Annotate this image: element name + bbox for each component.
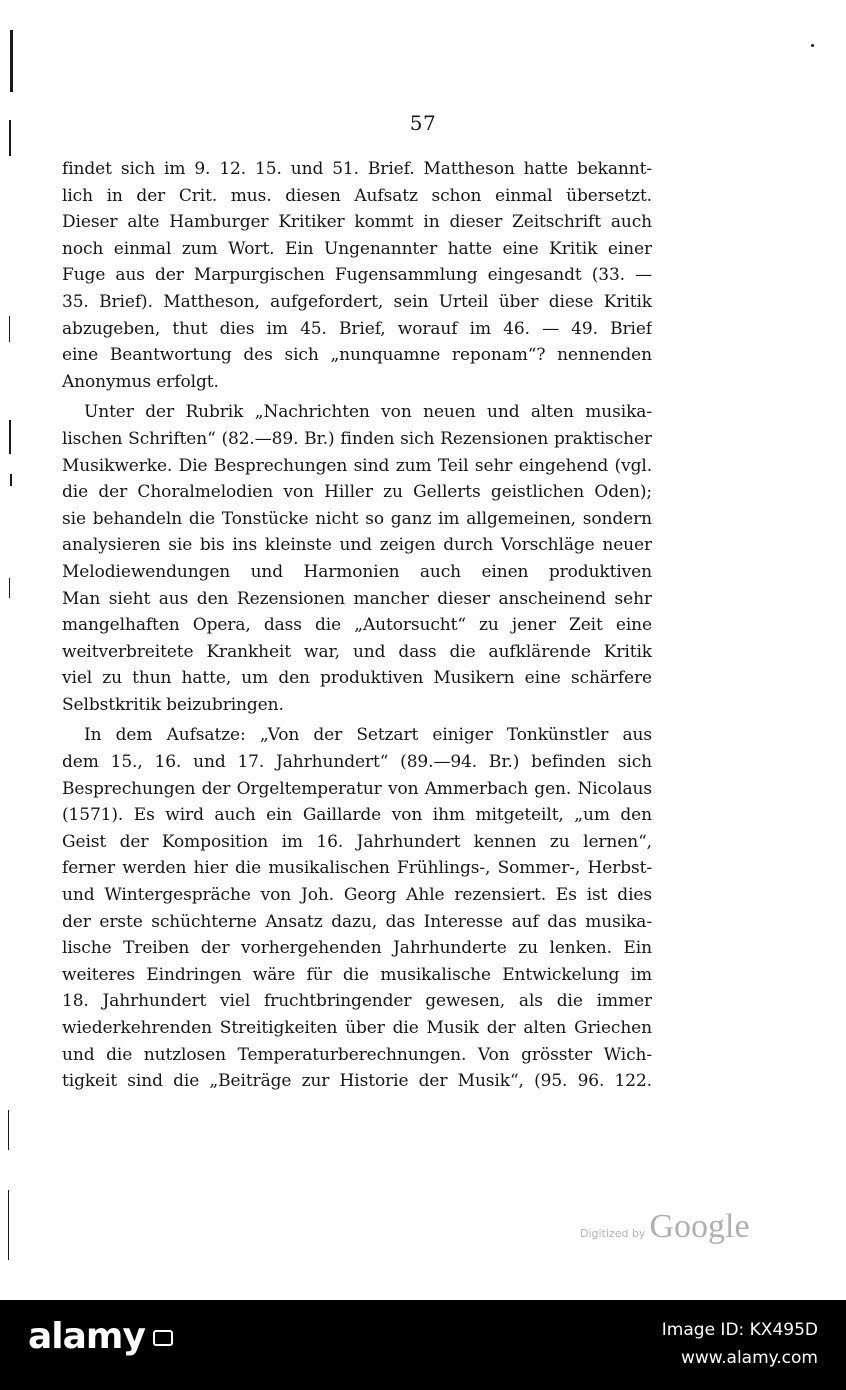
text-line: analysieren sie bis ins kleinste und zeigen durch Vorschläge neuer — [62, 535, 652, 556]
google-logo: Google — [649, 1208, 750, 1245]
paragraph — [62, 399, 652, 718]
page-number: 57 — [409, 111, 437, 135]
alamy-logo-text: alamy — [28, 1316, 145, 1357]
text-line: Anonymus erfolgt. — [62, 371, 219, 392]
text-line: eine Beantwortung des sich „nunquamne reponam“? nennenden — [62, 345, 652, 366]
text-line: 35. Brief). Mattheson, aufgefordert, sein Urteil über diese Kritik — [62, 291, 652, 312]
text-line: noch einmal zum Wort. Ein Ungenannter hatte eine Kritik einer — [62, 238, 652, 259]
digitized-by-label: Digitized by — [580, 1227, 646, 1240]
text-line: viel zu thun hatte, um den produktiven Musikern eine schärfere — [62, 668, 652, 689]
site-url: www.alamy.com — [680, 1348, 818, 1368]
text-line: 18. Jahrhundert viel fruchtbringender gewesen, als die immer — [62, 991, 652, 1012]
text-line: lische Treiben der vorhergehenden Jahrhunderte zu lenken. Ein — [62, 938, 652, 959]
body-text — [62, 156, 652, 1095]
text-line: Selbstkritik beizubringen. — [62, 694, 284, 715]
text-line: (1571). Es wird auch ein Gaillarde von ihm mitgeteilt, „um den — [62, 805, 652, 826]
text-line: weiteres Eindringen wäre für die musikalische Entwickelung im — [62, 964, 652, 985]
text-line: ferner werden hier die musikalischen Frühlings-, Sommer-, Herbst- — [62, 858, 652, 879]
text-line: und Wintergespräche von Joh. Georg Ahle rezensiert. Es ist dies — [62, 885, 652, 906]
text-line: tigkeit sind die „Beiträge zur Historie der Musik“, (95. 96. 122. — [62, 1071, 652, 1092]
paragraph — [62, 156, 652, 395]
text-line: Man sieht aus den Rezensionen mancher dieser anscheinend sehr — [62, 588, 652, 609]
text-line: sie behandeln die Tonstücke nicht so ganz im allgemeinen, sondern — [62, 508, 652, 529]
text-line: der erste schüchterne Ansatz dazu, das Interesse auf das musika- — [62, 911, 652, 932]
alamy-logo — [28, 1316, 173, 1357]
text-line: wiederkehrenden Streitigkeiten über die Musik der alten Griechen — [62, 1018, 652, 1038]
text-line: Unter der Rubrik „Nachrichten von neuen und alten musika- — [84, 402, 652, 423]
stock-banner — [0, 1300, 846, 1390]
scan-edge-mark — [9, 316, 10, 342]
text-line: In dem Aufsatze: „Von der Setzart einiger Tonkünstler aus — [84, 725, 652, 746]
paragraph — [62, 722, 652, 1094]
text-line: findet sich im 9. 12. 15. und 51. Brief. Mattheson hatte bekannt- — [62, 159, 652, 179]
text-line: und die nutzlosen Temperaturberechnungen. Von grösster Wich- — [62, 1044, 652, 1065]
text-line: Besprechungen der Orgeltemperatur von Ammerbach gen. Nicolaus — [62, 778, 652, 799]
text-line: abzugeben, thut dies im 45. Brief, worauf im 46. — 49. Brief — [62, 318, 652, 339]
scan-edge-mark — [8, 1110, 9, 1150]
text-line: lischen Schriften“ (82.—89. Br.) finden sich Rezensionen praktischer — [62, 428, 652, 449]
scan-edge-mark — [9, 578, 10, 598]
text-line: Geist der Komposition im 16. Jahrhundert kennen zu lernen“, — [62, 831, 652, 852]
digitized-by-watermark — [580, 1208, 750, 1246]
text-line: dem 15., 16. und 17. Jahrhundert“ (89.—94. Br.) befinden sich — [62, 752, 652, 773]
scan-dust-dot — [811, 44, 814, 47]
text-line: mangelhaften Opera, dass die „Autorsucht“ zu jener Zeit eine — [62, 615, 652, 636]
text-line: Melodiewendungen und Harmonien auch einen produktiven — [62, 561, 652, 582]
text-line: Fuge aus der Marpurgischen Fugensammlung eingesandt (33. — — [62, 265, 652, 286]
alamy-mark-icon — [151, 1326, 173, 1348]
scan-edge-mark — [9, 420, 11, 454]
text-line: die der Choralmelodien von Hiller zu Gellerts geistlichen Oden); — [62, 482, 652, 503]
text-line: Dieser alte Hamburger Kritiker kommt in dieser Zeitschrift auch — [62, 212, 652, 233]
text-line: weitverbreitete Krankheit war, und dass die aufklärende Kritik — [62, 641, 652, 662]
image-id: Image ID: KX495D — [661, 1320, 818, 1340]
text-line: lich in der Crit. mus. diesen Aufsatz schon einmal übersetzt. — [62, 185, 652, 206]
scan-edge-mark — [10, 30, 13, 92]
scan-edge-mark — [10, 474, 12, 486]
scan-edge-mark — [8, 1190, 9, 1260]
text-line: Musikwerke. Die Besprechungen sind zum Teil sehr eingehend (vgl. — [62, 455, 652, 476]
